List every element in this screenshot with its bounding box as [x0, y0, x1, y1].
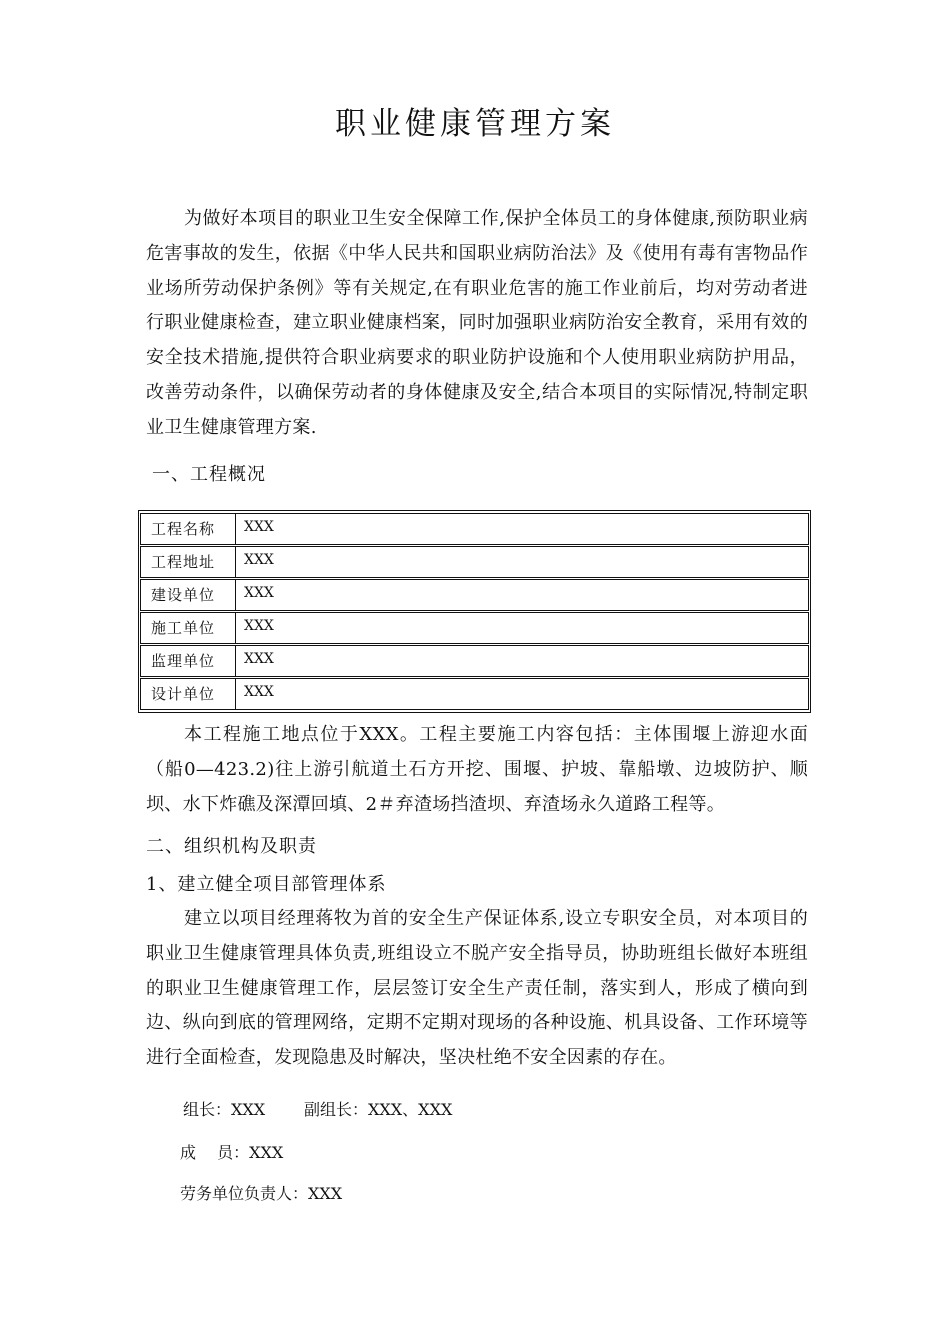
table-row — [140, 579, 809, 611]
row-value: XXX — [244, 585, 274, 601]
section1-heading: 一、工程概况 — [152, 464, 266, 485]
row-value: XXX — [244, 651, 274, 667]
team-members: 成 员：XXX — [180, 1143, 284, 1162]
row-label: 施工单位 — [141, 613, 236, 643]
intro-paragraph: 为做好本项目的职业卫生安全保障工作,保护全体员工的身体健康,预防职业病危害事故的发生，依据《中华人民共和国职业病防治法》及《使用有毒有害物品作业场所劳动保护条例》等有关规定,在有职业危害的施工作业前后，均对劳动者进行职业健康检查，建立职业健康档案，同时加强职业病防治安全教育，采用有效的安全技术措施,提供符合职业病要求的职业防护设施和个人使用职业病防护用品，改善劳动条件，以确保劳动者的身体健康及安全,结合本项目的实际情况,特制定职业卫生健康管理方案. — [146, 208, 808, 438]
table-row — [140, 546, 809, 578]
row-value: XXX — [244, 618, 274, 634]
row-value: XXX — [244, 684, 274, 700]
section2-heading: 二、组织机构及职责 — [146, 836, 317, 857]
table-row — [140, 513, 809, 545]
row-label: 建设单位 — [141, 580, 236, 610]
table-row — [140, 678, 809, 710]
team-leader: 组长：XXX — [183, 1100, 266, 1119]
row-label: 工程地址 — [141, 547, 236, 577]
row-value: XXX — [244, 552, 274, 568]
subsection1-heading: 1、建立健全项目部管理体系 — [146, 874, 387, 895]
project-info-table — [138, 510, 811, 713]
row-label: 工程名称 — [141, 514, 236, 544]
table-row — [140, 645, 809, 677]
labor-unit-head: 劳务单位负责人：XXX — [180, 1184, 343, 1203]
deputy-leader: 副组长：XXX、XXX — [304, 1100, 453, 1119]
management-system-paragraph: 建立以项目经理蒋牧为首的安全生产保证体系,设立专职安全员，对本项目的职业卫生健康管理具体负责,班组设立不脱产安全指导员，协助班组长做好本班组的职业卫生健康管理工作，层层签订安全生产责任制，落实到人，形成了横向到边、纵向到底的管理网络，定期不定期对现场的各种设施、机具设备、工作环境等进行全面检查，发现隐患及时解决，坚决杜绝不安全因素的存在。 — [146, 908, 808, 1069]
row-value: XXX — [244, 519, 274, 535]
project-description: 本工程施工地点位于XXX。工程主要施工内容包括：主体围堰上游迎水面（船0—423.2)往上游引航道土石方开挖、围堰、护坡、靠船墩、边坡防护、顺坝、水下炸礁及深潭回填、2＃弃渣场挡渣坝、弃渣场永久道路工程等。 — [146, 724, 808, 815]
row-label: 设计单位 — [141, 679, 236, 709]
document-title: 职业健康管理方案 — [335, 106, 615, 142]
row-label: 监理单位 — [141, 646, 236, 676]
table-row — [140, 612, 809, 644]
